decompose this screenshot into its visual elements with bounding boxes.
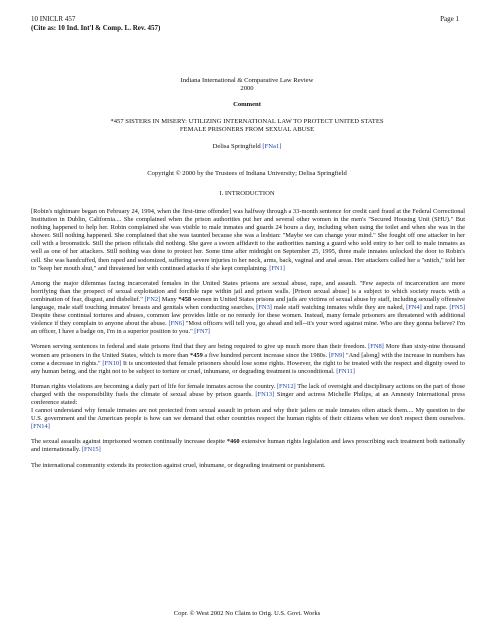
footnote-link[interactable]: [FN2] xyxy=(144,295,161,303)
footnote-link[interactable]: [FN14] xyxy=(31,423,50,431)
footnote-link[interactable]: [FN13] xyxy=(255,390,275,398)
paragraph-text: "Most officers will tell you, go ahead and tell--it's your word against mine. Who are they gonna believe? I'm an officer, I have a badge on, I'm in a superior position to you." xyxy=(31,320,465,336)
header-reference: 10 INICLR 457 xyxy=(31,15,76,23)
star-page-marker: *458 xyxy=(178,295,192,303)
paragraph-text: extensive human rights legislation and laws proscribing such treatment both nationally and internationally. xyxy=(31,438,465,454)
article-title xyxy=(31,118,463,134)
footnote-link[interactable]: [FNa1] xyxy=(262,143,282,150)
section-label: Comment xyxy=(233,101,261,108)
footnote-link[interactable]: [FN10] xyxy=(102,359,122,367)
paragraph-text: a five hundred percent increase since the 1980s. xyxy=(204,351,328,359)
journal-year: 2000 xyxy=(240,85,254,92)
footnote-link[interactable]: [FN12] xyxy=(276,382,296,390)
footnote-link[interactable]: [FN9] xyxy=(328,351,345,359)
footnote-link[interactable]: [FN11] xyxy=(336,367,355,375)
footnote-link[interactable]: [FN4] xyxy=(406,304,422,312)
star-page-marker: *459 xyxy=(190,351,203,359)
footnote-link[interactable]: [FN8] xyxy=(368,343,384,351)
paragraph xyxy=(31,438,465,454)
paragraph xyxy=(31,462,465,470)
paragraph-text: [Robin's nightmare began on February 24, 1994, when the first-time offender] was halfway through a 33-month sentence for credit card fraud at the Federal Correctional Institution in Dublin, California.... She complained when the prison authorities put her and several other women in the men's "Secured Housing Unit (SHU)." But nothing happened to help her. Robin complained she was visible to male inmates and guards 24 hours a day, including when using the toilet and when she was in the shower. Still nothing happened. She complained that she was taunted because she was a lesbian: "Maybe we can change your mind." She fought off one attacker in her cell with a broomstick. Still the prison officials did nothing. She gave a sworn affidavit to the authorities naming a guard who sold entry to her cell to male inmates as well as one of her attackers. Still nothing was done to protect her. Some time after midnight on September 25, 1995, three male inmates unlocked the door to Robin's cell. She was handcuffed, then raped and sodomized, suffering severe injuries to her neck, arms, back, vaginal and anal areas. Her attackers called her a "snitch," told her to "keep her mouth shut," and threatened her with continued attacks if she kept complaining. xyxy=(31,208,465,272)
paragraph-text: Many xyxy=(161,295,177,303)
footnote-link[interactable]: [FN1] xyxy=(269,264,285,272)
paragraph-text: Women serving sentences in federal and state prisons find that they are being required to give up much more than their freedom. xyxy=(31,343,367,351)
header-page-number: Page 1 xyxy=(440,15,459,23)
paragraph-text: Among the major dilemmas facing incarcerated females in the United States prisons are sexual abuse, rape, and assault. "Few aspects of incarceration are more horrifying than the prospect of sexual exploitation and forcible rape within jail and prison walls. [Prison sexual abuse] is a subject to which society reacts with a combination of fear, disgust, and disbelief." xyxy=(31,279,465,303)
paragraph-text: The international community extends its protection against cruel, inhumane, or degrading treatment or punishment. xyxy=(31,461,326,469)
footnote-link[interactable]: [FN3] xyxy=(256,304,272,312)
paragraph xyxy=(31,383,465,432)
footnote-link[interactable]: [FN6] xyxy=(168,320,185,328)
footnote-link[interactable]: [FN15] xyxy=(81,446,101,454)
paragraph-text: Human rights violations are becoming a daily part of life for female inmates across the country. xyxy=(31,382,276,390)
footnote-link[interactable]: [FN7] xyxy=(194,328,210,336)
paragraph-text: It is uncontested that female prisoners should lose some rights. However, the right to be treated with the respect and dignity owed to any human being, and the right not to be subject to torture or cruel, inhumane, or degrading treatment is unconditional. xyxy=(31,359,465,375)
quoted-text: I cannot understand why female inmates are not protected from sexual assault in prison and why their jailers or male inmates often attack them.... My question to the U.S. government and the American people is how can we demand that other countries respect the human rights of their citizens when we don't respect them ourselves. xyxy=(31,407,465,423)
author-name: Delisa Springfield xyxy=(212,143,261,150)
paragraph-text: "And [along] with the increase in numbers has come a decrease in rights." xyxy=(31,351,466,367)
copyright-notice: Copyright © 2000 by the Trustees of Indiana University; Delisa Springfield xyxy=(147,170,347,177)
star-page-marker: *460 xyxy=(226,438,240,446)
author-line xyxy=(31,143,463,151)
paragraph-text: More than sixty-nine thousand women are prisoners in the United States, which is more than xyxy=(31,343,465,359)
section-heading: I. INTRODUCTION xyxy=(219,190,275,197)
paragraph-text: male staff watching inmates while they are naked, xyxy=(273,304,405,312)
title-line-1: *457 SISTERS IN MISERY: UTILIZING INTERNATIONAL LAW TO PROTECT UNITED STATES xyxy=(110,118,384,125)
page-footer: Copr. © West 2002 No Claim to Orig. U.S. Govt. Works xyxy=(173,610,321,617)
paragraph-text: Singer and actress Michelle Philips, at an Amnesty International press conference stated: xyxy=(31,390,465,406)
paragraph-text: and rape. xyxy=(423,304,448,312)
title-line-2: FEMALE PRISONERS FROM SEXUAL ABUSE xyxy=(179,126,315,133)
paragraph-text: The sexual assaults against imprisoned women continually increase despite xyxy=(31,438,226,446)
paragraph-text: Despite these continual tortures and abuses, common law provides little or no remedy for these women. Instead, many female prisoners are threatened with additional violence if they complain to anyone about the abuse. xyxy=(31,312,465,328)
journal-name: Indiana International & Comparative Law Review xyxy=(180,77,314,84)
paragraph-text: women in United States prisons and jails are victims of sexual abuse by staff, including sexually offensive language, male staff touching inmates' breasts and genitals when conducting searches, xyxy=(31,295,465,312)
paragraph-text: The lack of oversight and disciplinary actions on the part of those charged with the responsibility fuels the climate of sexual abuse by prison guards. xyxy=(31,382,465,398)
header-citation: (Cite as: 10 Ind. Int'l & Comp. L. Rev. 457) xyxy=(31,24,161,32)
paragraph xyxy=(31,280,465,337)
paragraph xyxy=(31,208,465,273)
paragraph xyxy=(31,343,465,375)
footnote-link[interactable]: [FN5] xyxy=(449,304,465,312)
article-body xyxy=(31,208,465,477)
